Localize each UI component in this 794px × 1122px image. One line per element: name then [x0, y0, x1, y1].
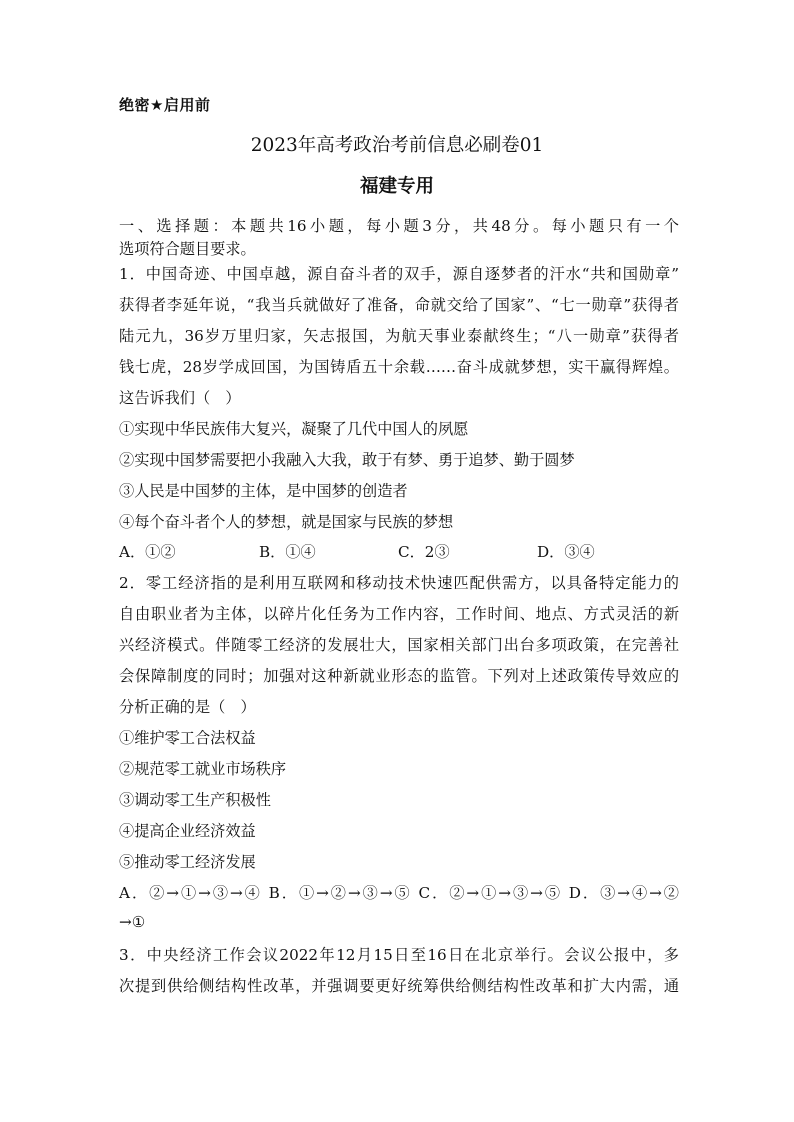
q1-stem-line: 钱七虎，28岁学成回国，为国铸盾五十余载……奋斗成就梦想，实干赢得辉煌。	[119, 358, 679, 376]
q1-option-b: B．①④	[259, 543, 316, 561]
q3-stem-line: 3．中央经济工作会议2022年12月15日至16日在北京举行。会议公报中，多	[119, 946, 679, 964]
page-title: 2023年高考政治考前信息必刷卷01	[250, 135, 544, 156]
q2-stem-line: 会保障制度的同时；加强对这种新就业形态的监管。下列对上述政策传导效应的	[119, 667, 679, 685]
q1-option-d: D．③④	[537, 543, 595, 561]
q1-option-a: A．①②	[119, 543, 176, 561]
q1-stem-line: 这告诉我们（ ）	[119, 389, 241, 407]
q2-item: ②规范零工就业市场秩序	[119, 760, 287, 778]
q1-option-c: C．2③	[398, 543, 450, 561]
q2-options: A．②→①→③→④ B．①→②→③→⑤ C．②→①→③→⑤ D．③→④→②	[119, 884, 679, 902]
q1-stem-line: 1．中国奇迹、中国卓越，源自奋斗者的双手，源自逐梦者的汗水“共和国勋章”	[119, 265, 679, 283]
q2-item: ⑤推动零工经济发展	[119, 853, 256, 871]
section-instruction: 一、选择题：本题共16小题，每小题3分，共48分。每小题只有一个	[119, 217, 679, 235]
page-subtitle: 福建专用	[359, 176, 434, 197]
q2-stem-line: 2．零工经济指的是利用互联网和移动技术快速匹配供需方，以具备特定能力的	[119, 574, 679, 592]
section-instruction-cont: 选项符合题目要求。	[119, 240, 256, 258]
secret-mark: 绝密★启用前	[119, 96, 211, 114]
q2-options-wrap: →①	[119, 913, 146, 931]
q2-item: ④提高企业经济效益	[119, 822, 256, 840]
q2-stem-line: 兴经济模式。伴随零工经济的发展壮大，国家相关部门出台多项政策，在完善社	[119, 636, 679, 654]
q1-stem-line: 陆元九，36岁万里归家，矢志报国，为航天事业泰献终生；“八一勋章”获得者	[119, 327, 679, 345]
q2-item: ①维护零工合法权益	[119, 729, 256, 747]
q3-stem-line: 次提到供给侧结构性改革，并强调要更好统筹供给侧结构性改革和扩大内需，通	[119, 977, 679, 995]
q1-item: ②实现中国梦需要把小我融入大我，敢于有梦、勇于追梦、勤于圆梦	[119, 451, 575, 469]
q1-stem-line: 获得者李延年说，“我当兵就做好了准备，命就交给了国家”、“七一勋章”获得者	[119, 296, 679, 314]
q2-stem-line: 自由职业者为主体，以碎片化任务为工作内容，工作时间、地点、方式灵活的新	[119, 605, 679, 623]
q2-item: ③调动零工生产积极性	[119, 791, 271, 809]
q1-item: ④每个奋斗者个人的梦想，就是国家与民族的梦想	[119, 513, 454, 531]
q2-stem-line: 分析正确的是（ ）	[119, 698, 256, 716]
q1-item: ③人民是中国梦的主体，是中国梦的创造者	[119, 482, 408, 500]
q1-item: ①实现中华民族伟大复兴，凝聚了几代中国人的夙愿	[119, 420, 469, 438]
